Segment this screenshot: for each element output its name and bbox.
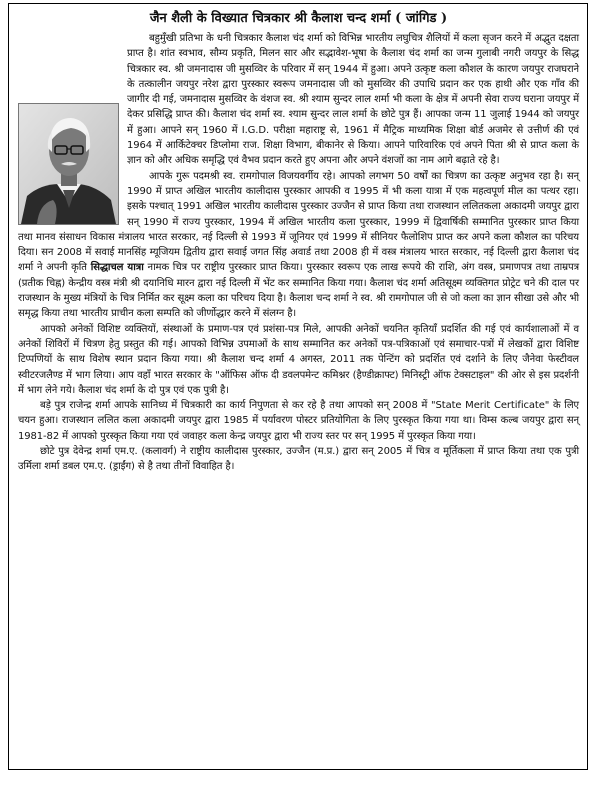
article-page: [8, 3, 588, 770]
article-title: जैन शैली के विख्यात चित्रकार श्री कैलाश चन्द शर्मा ( जांगिड ): [149, 11, 448, 26]
paragraph-awards-text-1: आपके गुरू पदमश्री स्व. रामगोपाल विजयवर्गीय रहे। आपको लगभग 50 वर्षों का चित्रण का उत्कृष्ट अनुभव रहा है। सन् 1990 में प्राप्त अखिल भारतीय कालीदास पुरस्कार आपकी व 1995 में भी कला यात्रा में एक महत्वपूर्ण मील का पत्थर रहा। इसके पश्चात् 1991 अखिल भारतीय कालीदास पुरस्कार उज्जैन से प्राप्त किया तथा राजस्थान ललितकला अकादमी जयपुर द्वारा सन् 1990 में राज्य पुरस्कार, 1994 में अखिल भारतीय कला पुरस्कार, 1999 में द्विवार्षिकी सम्मानित पुरस्कार प्राप्त किया तथा मानव संसाधन विकास मंत्रालय भारत सरकार, नई दिल्ली से 1993 में जूनियर एवं 1999 में सीनियर फैलोशिप प्राप्त कर अपने कला कौशल का परिचय दिया। सन 2008 में सवाई मानसिंह म्यूजियम द्वितीय द्वारा सवाई जगत सिंह अवार्ड तथा 2008 ही में वस्त्र मंत्रालय भारत सरकार, नई दिल्ली द्वारा कैलाश चंद शर्मा ने अपनी कृति: [18, 170, 579, 274]
article-body: [18, 31, 579, 475]
artist-portrait: [18, 103, 119, 225]
paragraph-awards-text-2: नामक चित्र पर राष्ट्रीय पुरस्कार प्राप्त किया। पुरस्कार स्वरूप एक लाख रूपये की राशि, अंग वस्त्र, प्रमाणपत्र तथा ताम्रपत्र (प्रतीक चिह्न) केन्द्रीय वस्त्र मंत्री श्री दयानिधि मारन द्वारा नई दिल्ली में भेंट कर सम्मानित किया गया। कैलाश चंद शर्मा अतिसूक्ष्म व्यक्तिगत प्रोट्रेट चने की दाल पर राजस्थान के मुख्य मंत्रियों के चित्र निर्मित कर सूक्ष्म कला का परिचय दिया है। कैलाश चन्द शर्मा ने स्व. श्री रामगोपाल जी से जो कला का ज्ञान सीखा उसे और भी समृद्ध किया तथा भारतीय प्राचीन कला सम्पति को जीर्णोद्धार करने में संलग्न है।: [18, 262, 579, 320]
paragraph-recognition: आपको अनेकों विशिष्ट व्यक्तियों, संस्थाओं के प्रमाण-पत्र एवं प्रशंसा-पत्र मिले, आपकी अनेकों चयनित कृतियाँ प्रदर्शित की गई एवं कार्यशालाओं में व अनेकों शिविरों में चित्रण हेतु प्रस्तुत की गई। आपको विभिन्न उपमाओं के साथ सम्मानित कर अनेकों पत्र-पत्रिकाओं एवं समाचार-पत्रों में लेखकों द्वारा विशिष्ट टिप्पणियों के साथ विशेष स्थान प्रदान किया गया। श्री कैलाश चन्द शर्मा 4 अगस्त, 2011 तक पेन्टिंग को प्रदर्शित एवं दर्शाने के लिए जैनेवा फेस्टीवल स्वीटरजलैण्ड में भाग लिया। आप वहाँ भारत सरकार के "ऑफिस ऑफ दी डवलपमेन्ट कमिश्नर (हैण्डीक्राफ्ट) मिनिस्ट्री ऑफ टेक्सटाइल" की ओर से इस प्रदर्शनी में भाग लेने गये। कैलाश चंद शर्मा के दो पुत्र एवं एक पुत्री है।: [18, 323, 579, 396]
portrait-image: [19, 104, 118, 224]
paragraph-elder-son: बड़े पुत्र राजेन्द्र शर्मा आपके सानिध्य में चित्रकारी का कार्य निपुणता से कर रहे है तथा आपको सन् 2008 में "State Merit Certificate" के लिए चयन हुआ। राजस्थान ललित कला अकादमी जयपुर द्वारा 1985 में पर्यावरण पोस्टर प्रतियोगिता के लिए पुरस्कृत किया गया था। विम्स कल्ब जयपुर द्वारा सन् 1981-82 में आपको पुरस्कृत किया गया एवं जवाहर कला केन्द्र जयपुर द्वारा भी राज्य स्तर पर सन् 1995 में पुरस्कृत किया गया।: [18, 400, 579, 442]
artwork-title: सिद्धाचल यात्रा: [90, 262, 144, 274]
paragraph-biography: बहुमुँखी प्रतिभा के धनी चित्रकार कैलाश चंद शर्मा को विभिन्न भारतीय लघुचित्र शैलियों में कला सृजन करने में अद्भुत दक्षता प्राप्त है। शांत स्वभाव, सौम्य प्रकृति, मिलन सार और सद्भावेश-भूषा के कैलाश चंद शर्मा का जन्म गुलाबी नगरी जयपुर के सिद्ध चित्रकार स्व. श्री जमनादास जी मुसव्विर के परिवार में सन् 1944 में हुआ। अपने उत्कृष्ट कला कौशल के कारण जयपुर राजघराने के तत्कालीन जयपुर नरेश द्वारा पुरस्कार स्वरूप जमनादास जी को मुसव्विर की उपाधि प्रदान कर एक हाथी और एक गाँव की जागीर दी गई, जमनादास मुसव्विर के वंशज स्व. श्री श्याम सुन्दर लाल शर्मा भी कला के क्षेत्र में अपनी सेवा राज्य घराना जयपुर में देकर प्रसिद्धि प्राप्त की। कैलाश चंद शर्मा स्व. श्याम सुन्दर लाल शर्मा के छोटे पुत्र हैं। आपका जन्म 11 जुलाई 1944 को जयपुर में हुआ। आपने सन् 1960 में I.G.D. परीक्षा महाराष्ट्र से, 1961 में मैट्रिक माध्यमिक शिक्षा बोर्ड अजमेर से उत्तीर्ण की एवं 1964 में आर्किटेक्चर डिप्लोमा राज. शिक्षा विभाग, बीकानेर से किया। आपने पारिवारिक एवं अपने पिता श्री से प्राप्त कला के ज्ञान को और अधिक समृद्धि एवं वैभव प्रदान करते हुए अपना और अपने वंशजों का नाम आगे बढ़ाते रहे है।: [127, 33, 579, 167]
paragraph-younger-son: छोटे पुत्र देवेन्द्र शर्मा एम.ए. (कलावर्ग) ने राष्ट्रीय कालीदास पुरस्कार, उज्जैन (म.प्र.) द्वारा सन् 2005 में चित्र व मूर्तिकला में प्राप्त किया तथा एक पुत्री उर्मिला शर्मा डबल एम.ए. (ड्राईंग) से है तथा तीनों विवाहित है।: [18, 446, 579, 473]
